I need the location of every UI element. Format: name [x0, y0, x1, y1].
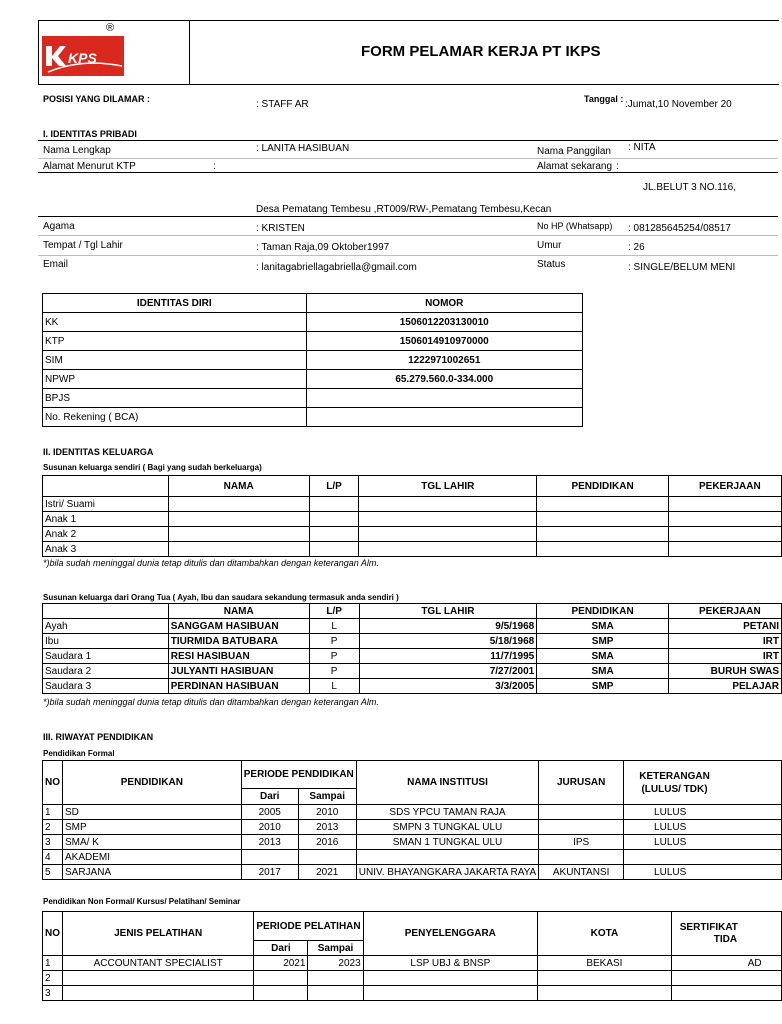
name-cell: JULYANTI HASIBUAN — [168, 664, 309, 679]
remarks-cell: LULUS — [624, 820, 782, 835]
email-label: Email — [43, 259, 69, 270]
id-type: NPWP — [43, 370, 307, 389]
family-note-2: *)bila sudah meninggal dunia tetap ditulis dan ditambahkan dengan keterangan Alm. — [43, 697, 379, 707]
major-cell — [539, 820, 624, 835]
id-number — [306, 408, 583, 427]
formal-header-institution: NAMA INSTITUSI — [356, 761, 538, 805]
level-cell: SD — [63, 805, 242, 820]
no-cell: 2 — [43, 971, 63, 986]
birth-label: Tempat / Tgl Lahir — [43, 240, 123, 251]
family-note-1: *)bila sudah meninggal dunia tetap ditulis dan ditambahkan dengan keterangan Alm. — [43, 558, 379, 568]
parents-header — [43, 604, 169, 619]
cell — [254, 986, 308, 1001]
own-family-header: PEKERJAAN — [669, 476, 782, 497]
parents-header: PEKERJAAN — [669, 604, 782, 619]
nonformal-education-table — [42, 911, 782, 1001]
from-cell: 2017 — [241, 865, 298, 880]
divider — [38, 140, 778, 141]
job-cell: BURUH SWAS — [669, 664, 782, 679]
id-type: BPJS — [43, 389, 307, 408]
relation-cell: Saudara 2 — [43, 664, 169, 679]
table-row — [43, 542, 782, 557]
cell — [669, 542, 782, 557]
phone-label: No HP (Whatsapp) — [537, 221, 613, 231]
cell — [537, 497, 669, 512]
table-row — [43, 679, 782, 694]
to-cell: 2021 — [298, 865, 356, 880]
major-cell: IPS — [539, 835, 624, 850]
own-family-header: L/P — [309, 476, 359, 497]
phone-value: : 081285645254/08517 — [628, 223, 731, 234]
cell — [669, 497, 782, 512]
cell — [359, 527, 537, 542]
section-education-title: III. RIWAYAT PENDIDIKAN — [43, 732, 154, 742]
id-number — [306, 389, 583, 408]
relation-cell: Anak 2 — [43, 527, 169, 542]
header-divider — [189, 20, 190, 84]
major-cell — [539, 805, 624, 820]
nonformal-header-organizer: PENYELENGGARA — [363, 912, 537, 956]
divider — [38, 255, 778, 256]
table-row — [43, 497, 782, 512]
ktp-address-colon: : — [213, 161, 216, 172]
id-type: KTP — [43, 332, 307, 351]
cell — [254, 971, 308, 986]
religion-label: Agama — [43, 221, 75, 232]
table-row — [43, 865, 782, 880]
no-cell: 1 — [43, 956, 63, 971]
cell — [359, 512, 537, 527]
divider — [38, 216, 778, 217]
certificate-header-line1: SERTIFIKAT — [679, 921, 738, 933]
cell — [309, 512, 359, 527]
relation-cell: Anak 1 — [43, 512, 169, 527]
divider — [38, 158, 778, 159]
nonformal-header-city: KOTA — [538, 912, 672, 956]
full-name-value: : LANITA HASIBUAN — [256, 143, 350, 154]
own-family-table — [42, 475, 782, 557]
divider — [38, 172, 778, 173]
gender-cell: P — [309, 664, 359, 679]
institution-cell: SMAN 1 TUNGKAL ULU — [356, 835, 538, 850]
nickname-value: : NITA — [628, 142, 656, 153]
relation-cell: Ayah — [43, 619, 169, 634]
id-header-number: NOMOR — [306, 294, 583, 313]
nonformal-header-from: Dari — [254, 941, 308, 956]
id-type: KK — [43, 313, 307, 332]
remarks-cell: LULUS — [624, 865, 782, 880]
to-cell: 2013 — [298, 820, 356, 835]
table-row — [43, 835, 782, 850]
cell — [538, 986, 672, 1001]
formal-header-level: PENDIDIKAN — [63, 761, 242, 805]
divider — [38, 235, 778, 236]
own-family-header: PENDIDIKAN — [537, 476, 669, 497]
id-type: No. Rekening ( BCA) — [43, 408, 307, 427]
to-cell: 2016 — [298, 835, 356, 850]
id-number: 1222971002651 — [306, 351, 583, 370]
name-cell: PERDINAN HASIBUAN — [168, 679, 309, 694]
cell — [671, 986, 781, 1001]
own-family-header: TGL LAHIR — [359, 476, 537, 497]
nonformal-education-subtitle: Pendidikan Non Formal/ Kursus/ Pelatihan/ Seminar — [43, 897, 241, 906]
formal-header-remarks: KETERANGAN (LULUS/ TDK) — [624, 761, 782, 805]
cell — [359, 542, 537, 557]
from-cell: 2021 — [254, 956, 308, 971]
gender-cell: L — [309, 619, 359, 634]
cell — [363, 971, 537, 986]
date-value: :Jumat,10 November 20 — [625, 99, 732, 110]
ktp-address-value: Desa Pematang Tembesu ,RT009/RW-,Pematang Tembesu,Kecan — [256, 204, 552, 215]
gender-cell: P — [309, 634, 359, 649]
birthdate-cell: 9/5/1968 — [359, 619, 537, 634]
no-cell: 4 — [43, 850, 63, 865]
nonformal-header-no: NO — [43, 912, 63, 956]
cell — [537, 527, 669, 542]
parents-family-table — [42, 603, 782, 694]
parents-header: L/P — [309, 604, 359, 619]
cell — [63, 986, 254, 1001]
training-cell: ACCOUNTANT SPECIALIST — [63, 956, 254, 971]
formal-header-major: JURUSAN — [539, 761, 624, 805]
city-cell: BEKASI — [538, 956, 672, 971]
to-cell: 2023 — [308, 956, 363, 971]
nonformal-header-period: PERIODE PELATIHAN — [254, 912, 363, 941]
parents-header: NAMA — [168, 604, 309, 619]
education-cell: SMP — [537, 634, 669, 649]
cell — [309, 527, 359, 542]
table-row — [43, 956, 782, 971]
cell — [168, 542, 309, 557]
institution-cell: UNIV. BHAYANGKARA JAKARTA RAYA — [356, 865, 538, 880]
to-cell — [298, 850, 356, 865]
status-value: : SINGLE/BELUM MENI — [628, 262, 736, 273]
no-cell: 1 — [43, 805, 63, 820]
cell — [537, 512, 669, 527]
from-cell: 2010 — [241, 820, 298, 835]
logo-text: KPS — [68, 50, 97, 66]
cell — [168, 497, 309, 512]
table-row — [43, 850, 782, 865]
table-row — [43, 527, 782, 542]
cell — [537, 542, 669, 557]
job-cell: IRT — [669, 649, 782, 664]
education-cell: SMP — [537, 679, 669, 694]
relation-cell: Istri/ Suami — [43, 497, 169, 512]
id-number: 65.279.560.0-334.000 — [306, 370, 583, 389]
to-cell: 2010 — [298, 805, 356, 820]
table-row — [43, 649, 782, 664]
level-cell: SMP — [63, 820, 242, 835]
formal-education-table — [42, 760, 782, 880]
full-name-label: Nama Lengkap — [43, 145, 111, 156]
formal-header-period: PERIODE PENDIDIKAN — [241, 761, 356, 789]
page-title: FORM PELAMAR KERJA PT IKPS — [361, 43, 601, 60]
nonformal-header-to: Sampai — [308, 941, 363, 956]
name-cell: SANGGAM HASIBUAN — [168, 619, 309, 634]
cell — [308, 971, 363, 986]
cell — [669, 527, 782, 542]
no-cell: 3 — [43, 986, 63, 1001]
table-row — [43, 619, 782, 634]
table-row — [43, 971, 782, 986]
id-type: SIM — [43, 351, 307, 370]
remarks-cell: LULUS — [624, 805, 782, 820]
registered-mark: ® — [106, 22, 115, 34]
cell — [671, 971, 781, 986]
own-family-subtitle: Susunan keluarga sendiri ( Bagi yang sudah berkeluarga) — [43, 463, 262, 472]
relation-cell: Saudara 1 — [43, 649, 169, 664]
level-cell: AKADEMI — [63, 850, 242, 865]
cell — [309, 542, 359, 557]
name-cell: TIURMIDA BATUBARA — [168, 634, 309, 649]
religion-value: : KRISTEN — [256, 223, 305, 234]
job-cell: IRT — [669, 634, 782, 649]
level-cell: SMA/ K — [63, 835, 242, 850]
parents-header: TGL LAHIR — [359, 604, 537, 619]
current-address-value: JL.BELUT 3 NO.116, — [643, 182, 737, 193]
own-family-header — [43, 476, 169, 497]
nonformal-header-certificate — [671, 912, 781, 956]
no-cell: 3 — [43, 835, 63, 850]
cell — [168, 527, 309, 542]
table-row — [43, 634, 782, 649]
id-header-type: IDENTITAS DIRI — [43, 294, 307, 313]
age-value: : 26 — [628, 242, 645, 253]
no-cell: 2 — [43, 820, 63, 835]
email-value: : lanitagabriellagabriella@gmail.com — [256, 262, 417, 273]
parents-header: PENDIDIKAN — [537, 604, 669, 619]
company-logo — [42, 36, 124, 76]
certificate-cell: AD — [671, 956, 781, 971]
current-address-colon: : — [616, 161, 619, 172]
relation-cell: Anak 3 — [43, 542, 169, 557]
relation-cell: Saudara 3 — [43, 679, 169, 694]
cell — [363, 986, 537, 1001]
education-cell: SMA — [537, 619, 669, 634]
table-row — [43, 664, 782, 679]
id-number: 1506012203130010 — [306, 313, 583, 332]
from-cell — [241, 850, 298, 865]
id-number: 1506014910970000 — [306, 332, 583, 351]
position-value: : STAFF AR — [256, 99, 309, 110]
from-cell: 2013 — [241, 835, 298, 850]
formal-header-no: NO — [43, 761, 63, 805]
section-family-title: II. IDENTITAS KELUARGA — [43, 447, 154, 457]
section-personal-title: I. IDENTITAS PRIBADI — [43, 129, 137, 139]
date-label: Tanggal : — [584, 94, 624, 104]
institution-cell: SDS YPCU TAMAN RAJA — [356, 805, 538, 820]
formal-header-from: Dari — [241, 789, 298, 805]
cell — [538, 971, 672, 986]
cell — [309, 497, 359, 512]
birthdate-cell: 5/18/1968 — [359, 634, 537, 649]
current-address-label: Alamat sekarang — [537, 161, 613, 172]
major-cell — [539, 850, 624, 865]
ktp-address-label: Alamat Menurut KTP — [43, 161, 136, 172]
table-row — [43, 986, 782, 1001]
birth-value: : Taman Raja,09 Oktober1997 — [256, 242, 390, 253]
identity-table — [42, 293, 583, 427]
formal-education-subtitle: Pendidikan Formal — [43, 749, 115, 758]
birthdate-cell: 7/27/2001 — [359, 664, 537, 679]
parents-family-subtitle: Susunan keluarga dari Orang Tua ( Ayah, Ibu dan saudara sekandung termasuk anda sendiri ) — [43, 593, 399, 602]
no-cell: 5 — [43, 865, 63, 880]
gender-cell: L — [309, 679, 359, 694]
education-cell: SMA — [537, 664, 669, 679]
table-row — [43, 805, 782, 820]
status-label: Status — [537, 259, 566, 270]
table-row — [43, 512, 782, 527]
name-cell: RESI HASIBUAN — [168, 649, 309, 664]
from-cell: 2005 — [241, 805, 298, 820]
job-cell: PETANI — [669, 619, 782, 634]
certificate-header-line2: TIDA — [713, 933, 738, 945]
level-cell: SARJANA — [63, 865, 242, 880]
major-cell: AKUNTANSI — [539, 865, 624, 880]
institution-cell: SMPN 3 TUNGKAL ULU — [356, 820, 538, 835]
table-row — [43, 820, 782, 835]
own-family-header: NAMA — [168, 476, 309, 497]
formal-header-to: Sampai — [298, 789, 356, 805]
cell — [63, 971, 254, 986]
job-cell: PELAJAR — [669, 679, 782, 694]
remarks-cell — [624, 850, 782, 865]
institution-cell — [356, 850, 538, 865]
age-label: Umur — [537, 240, 562, 251]
education-cell: SMA — [537, 649, 669, 664]
cell — [669, 512, 782, 527]
remarks-cell: LULUS — [624, 835, 782, 850]
birthdate-cell: 3/3/2005 — [359, 679, 537, 694]
gender-cell: P — [309, 649, 359, 664]
cell — [359, 497, 537, 512]
nickname-label: Nama Panggilan — [537, 146, 611, 157]
birthdate-cell: 11/7/1995 — [359, 649, 537, 664]
organizer-cell: LSP UBJ & BNSP — [363, 956, 537, 971]
cell — [168, 512, 309, 527]
relation-cell: Ibu — [43, 634, 169, 649]
nonformal-header-type: JENIS PELATIHAN — [63, 912, 254, 956]
position-label: POSISI YANG DILAMAR : — [43, 94, 151, 104]
cell — [308, 986, 363, 1001]
